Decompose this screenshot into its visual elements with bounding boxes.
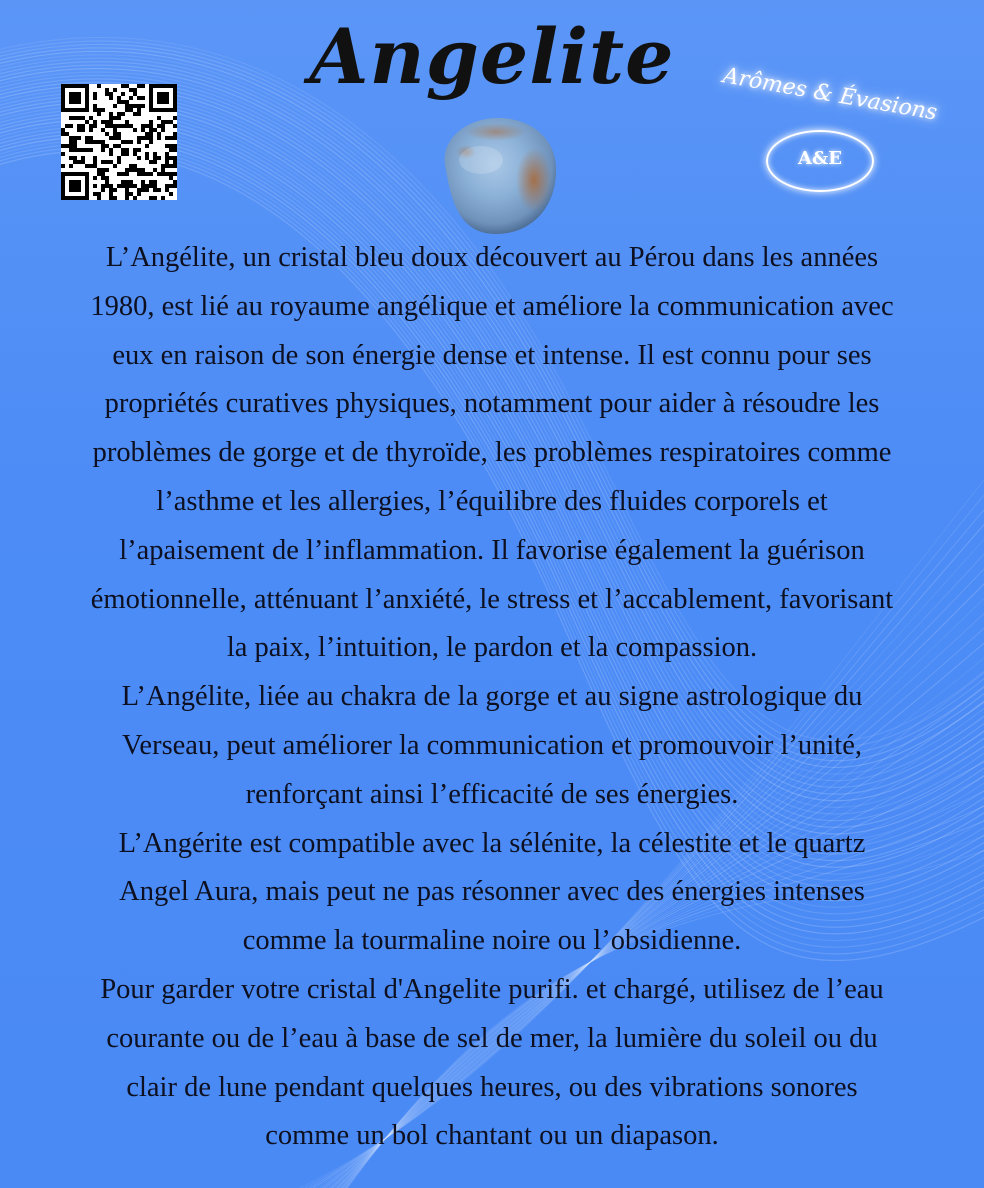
text-line: L’Angélite, liée au chakra de la gorge et au signe astrologique du [121, 681, 863, 713]
text-line: émotionnelle, atténuant l’anxiété, le stress et l’accablement, favorisant [90, 583, 894, 615]
brand-logo [700, 64, 960, 194]
text-line: comme la tourmaline noire ou l’obsidienne. [242, 925, 742, 957]
text-line: Verseau, peut améliorer la communication et promouvoir l’unité, [122, 729, 862, 761]
text-line: Pour garder votre cristal d'Angelite purifi. et chargé, utilisez de l’eau [100, 973, 884, 1005]
text-line: comme un bol chantant ou un diapason. [265, 1120, 719, 1152]
logo-brand-name: Arômes & Évasions [720, 63, 940, 126]
text-line: L’Angérite est compatible avec la sélénite, la célestite et le quartz [118, 827, 866, 859]
text-line: courante ou de l’eau à base de sel de mer, la lumière du soleil ou du [106, 1022, 878, 1054]
qr-code-icon [60, 84, 178, 200]
logo-badge [766, 130, 874, 192]
text-line: l’asthme et les allergies, l’équilibre des fluides corporels et [156, 485, 828, 517]
logo-initials: A&E [798, 148, 842, 169]
page-title: Angelite [309, 12, 675, 101]
text-line: problèmes de gorge et de thyroïde, les problèmes respiratoires comme [92, 437, 892, 469]
text-line: clair de lune pendant quelques heures, ou des vibrations sonores [126, 1071, 858, 1103]
text-line: 1980, est lié au royaume angélique et améliore la communication avec [90, 290, 894, 322]
text-line: Angel Aura, mais peut ne pas résonner avec des énergies intenses [119, 876, 865, 908]
text-line: l’apaisement de l’inflammation. Il favorise également la guérison [119, 534, 865, 566]
description-text [14, 234, 970, 1161]
text-line: la paix, l’intuition, le pardon et la compassion. [226, 632, 758, 664]
text-line: L’Angélite, un cristal bleu doux découvert au Pérou dans les années [105, 242, 879, 273]
text-line: propriétés curatives physiques, notamment pour aider à résoudre les [104, 388, 880, 420]
text-line: renforçant ainsi l’efficacité de ses énergies. [245, 778, 739, 810]
angelite-stone-image [426, 110, 564, 240]
text-line: eux en raison de son énergie dense et intense. Il est connu pour ses [112, 339, 872, 371]
